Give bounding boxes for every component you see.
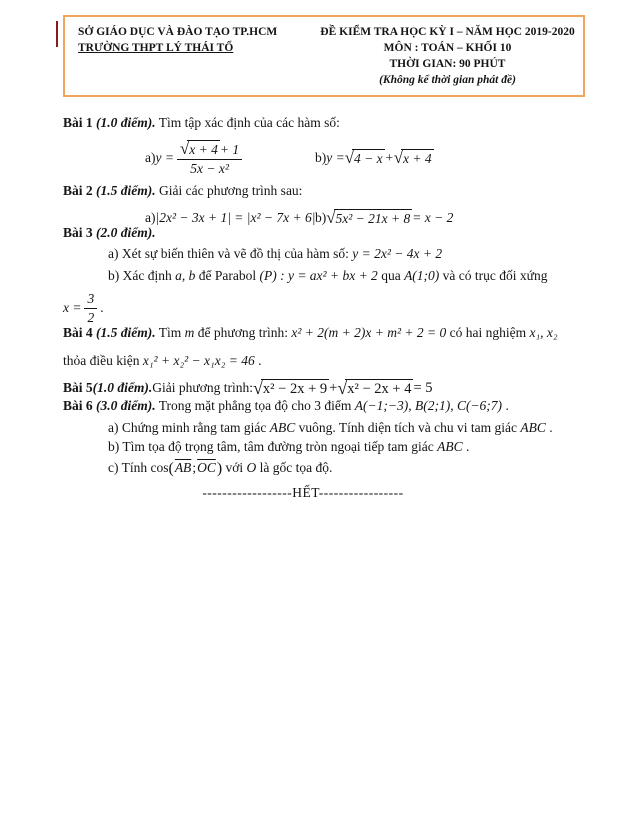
item-a-label: a) bbox=[145, 150, 156, 165]
fraction bbox=[84, 291, 97, 326]
item-a-text: vuông. Tính diện tích và chu vi tam giác bbox=[295, 420, 521, 435]
problem-2-title bbox=[63, 183, 302, 199]
problem-6b bbox=[108, 439, 469, 455]
abs-equation: |2x² − 3x + 1| = |x² − 7x + 6| bbox=[155, 210, 316, 225]
problem-6a bbox=[108, 420, 553, 436]
item-b-text: qua bbox=[377, 268, 405, 283]
numerator-tail: + 1 bbox=[219, 141, 240, 157]
problem-1-title bbox=[63, 115, 340, 131]
cos-function: cos bbox=[150, 460, 169, 475]
radicand: √ x + 4 bbox=[403, 151, 432, 166]
exam-subject: MÔN : TOÁN – KHỐI 10 bbox=[383, 42, 512, 55]
period: . bbox=[502, 398, 509, 413]
triangle-name: ABC bbox=[269, 420, 296, 435]
period: . bbox=[100, 300, 104, 315]
item-b-text: và có trục đối xứng bbox=[439, 268, 548, 283]
coordinate-points: A(−1;−3), B(2;1), C(−6;7) bbox=[354, 398, 503, 413]
exam-title: ĐỀ KIỂM TRA HỌC KỲ I – NĂM HỌC 2019-2020 bbox=[320, 26, 575, 38]
problem-1-points: (1.0 điểm). bbox=[92, 115, 156, 130]
item-b-label: b) bbox=[108, 439, 123, 454]
triangle-name: ABC bbox=[520, 420, 546, 435]
axis-lhs: x = bbox=[63, 300, 82, 315]
vector-AB: $\overline{AB}$ bbox=[174, 460, 192, 475]
problem-4-points: (1.5 điểm). bbox=[92, 325, 156, 340]
sqrt-radical bbox=[326, 209, 412, 227]
variables: a, b bbox=[175, 268, 196, 283]
item-a-formula: y = 2x² − 4x + 2 bbox=[352, 246, 443, 261]
roots: x₁, x₂ bbox=[529, 325, 558, 340]
item-a-text: Chứng minh rằng tam giác bbox=[121, 420, 270, 435]
problem-2-points: (1.5 điểm). bbox=[92, 183, 156, 198]
problem-4-condition bbox=[63, 353, 262, 369]
sqrt-radical bbox=[253, 379, 329, 398]
problem-6-title bbox=[63, 398, 509, 414]
variable-m: m bbox=[184, 325, 195, 340]
fraction bbox=[177, 140, 242, 177]
item-b-text: Xác định bbox=[122, 268, 176, 283]
problem-3b bbox=[108, 268, 547, 284]
formula-lhs: y = bbox=[155, 150, 174, 165]
left-paren: ( bbox=[168, 460, 174, 477]
problem-2b-formula bbox=[315, 205, 453, 231]
problem-6c bbox=[108, 460, 332, 478]
period: . bbox=[462, 439, 470, 454]
formula-lhs: y = bbox=[326, 150, 345, 165]
problem-2a-formula bbox=[145, 205, 315, 231]
problem-3-points: (2.0 điểm). bbox=[92, 225, 156, 240]
problem-4-text: Tìm bbox=[155, 325, 185, 340]
condition-text: thỏa điều kiện bbox=[63, 353, 143, 368]
problem-1-label: Bài 1 bbox=[63, 115, 93, 130]
triangle-name: ABC bbox=[437, 439, 463, 454]
radicand: √ x + 4 bbox=[189, 141, 218, 157]
sqrt-radical bbox=[345, 149, 385, 167]
item-c-label: c) bbox=[108, 460, 122, 475]
problem-6-intro: Trong mặt phẳng tọa độ cho 3 điểm bbox=[155, 398, 355, 413]
problem-6-points: (3.0 điểm). bbox=[92, 398, 156, 413]
parabola-formula: (P) : y = ax² + bx + 2 bbox=[259, 268, 378, 283]
item-b-text: Tìm tọa độ trọng tâm, tâm đường tròn ngoại tiếp tam giác bbox=[122, 439, 438, 454]
equation-rhs: = x − 2 bbox=[412, 210, 454, 225]
sqrt-radical bbox=[180, 140, 220, 158]
exam-note: (Không kể thời gian phát đề) bbox=[379, 74, 516, 87]
item-b-label: b) bbox=[315, 150, 327, 165]
quadratic-equation: x² + 2(m + 2)x + m² + 2 = 0 bbox=[291, 325, 447, 340]
separator: ; bbox=[192, 460, 197, 475]
problem-1b-formula bbox=[315, 135, 434, 181]
radicand: √ x² − 2x + 4 bbox=[347, 380, 412, 397]
problem-1-intro: Tìm tập xác định của các hàm số: bbox=[155, 115, 340, 130]
right-paren: ) bbox=[216, 460, 223, 477]
exam-duration: THỜI GIAN: 90 PHÚT bbox=[389, 58, 506, 71]
problem-5-text: Giải phương trình: bbox=[152, 380, 253, 395]
problem-3-label: Bài 3 bbox=[63, 225, 93, 240]
item-a-label: a) bbox=[108, 420, 122, 435]
plus-operator: + bbox=[384, 150, 394, 165]
point-A: A(1;0) bbox=[404, 268, 440, 283]
exam-info-block bbox=[316, 24, 579, 91]
period: . bbox=[545, 420, 553, 435]
radicand: √ 4 − x bbox=[354, 151, 383, 166]
condition-formula: x₁² + x₂² − x₁x₂ = 46 bbox=[142, 353, 255, 368]
item-c-text: Tính bbox=[121, 460, 151, 475]
denominator: 2 bbox=[84, 308, 97, 326]
problem-5-label: Bài 5 bbox=[63, 380, 93, 395]
item-b-label: b) bbox=[315, 210, 327, 225]
school-name: TRƯỜNG THPT LÝ THÁI TỔ bbox=[78, 42, 234, 55]
period: . bbox=[254, 353, 262, 368]
problem-5-points: (1.0 điểm). bbox=[92, 380, 153, 395]
radicand: √ 5x² − 21x + 8 bbox=[335, 211, 411, 226]
denominator: 5x − x² bbox=[177, 159, 242, 177]
item-b-text: để Parabol bbox=[195, 268, 260, 283]
sqrt-radical bbox=[394, 149, 434, 167]
exam-header-box bbox=[63, 15, 585, 97]
end-marker: ------------------HẾT----------------- bbox=[202, 485, 404, 500]
numerator: 3 bbox=[87, 290, 95, 306]
equation-rhs: = 5 bbox=[413, 379, 433, 396]
problem-1a-formula bbox=[145, 135, 245, 181]
problem-4-title bbox=[63, 325, 558, 341]
problem-2-label: Bài 2 bbox=[63, 183, 93, 198]
problem-4-text: có hai nghiệm bbox=[446, 325, 530, 340]
red-mark bbox=[56, 21, 58, 47]
department-name: SỞ GIÁO DỤC VÀ ĐÀO TẠO TP.HCM bbox=[78, 26, 278, 38]
problem-3a bbox=[108, 246, 442, 262]
sqrt-radical bbox=[337, 379, 413, 398]
item-a-label: a) bbox=[145, 210, 156, 225]
vector-OC: $\overline{OC}$ bbox=[197, 460, 216, 475]
radicand: √ x² − 2x + 9 bbox=[262, 380, 328, 397]
origin-O: O bbox=[246, 460, 257, 475]
item-c-text: với bbox=[222, 460, 247, 475]
problem-2-intro: Giải các phương trình sau: bbox=[155, 183, 303, 198]
school-block bbox=[78, 24, 316, 91]
item-b-label: b) bbox=[108, 268, 123, 283]
problem-4-text: để phương trình: bbox=[194, 325, 292, 340]
plus-operator: + bbox=[329, 379, 338, 396]
item-c-text: là gốc tọa độ. bbox=[256, 460, 333, 475]
item-a-label: a) bbox=[108, 246, 122, 261]
problem-3-title bbox=[63, 225, 156, 241]
problem-3b-axis bbox=[63, 289, 104, 327]
item-a-text: Xét sự biến thiên và vẽ đồ thị của hàm số: bbox=[121, 246, 353, 261]
problem-4-label: Bài 4 bbox=[63, 325, 93, 340]
problem-6-label: Bài 6 bbox=[63, 398, 93, 413]
